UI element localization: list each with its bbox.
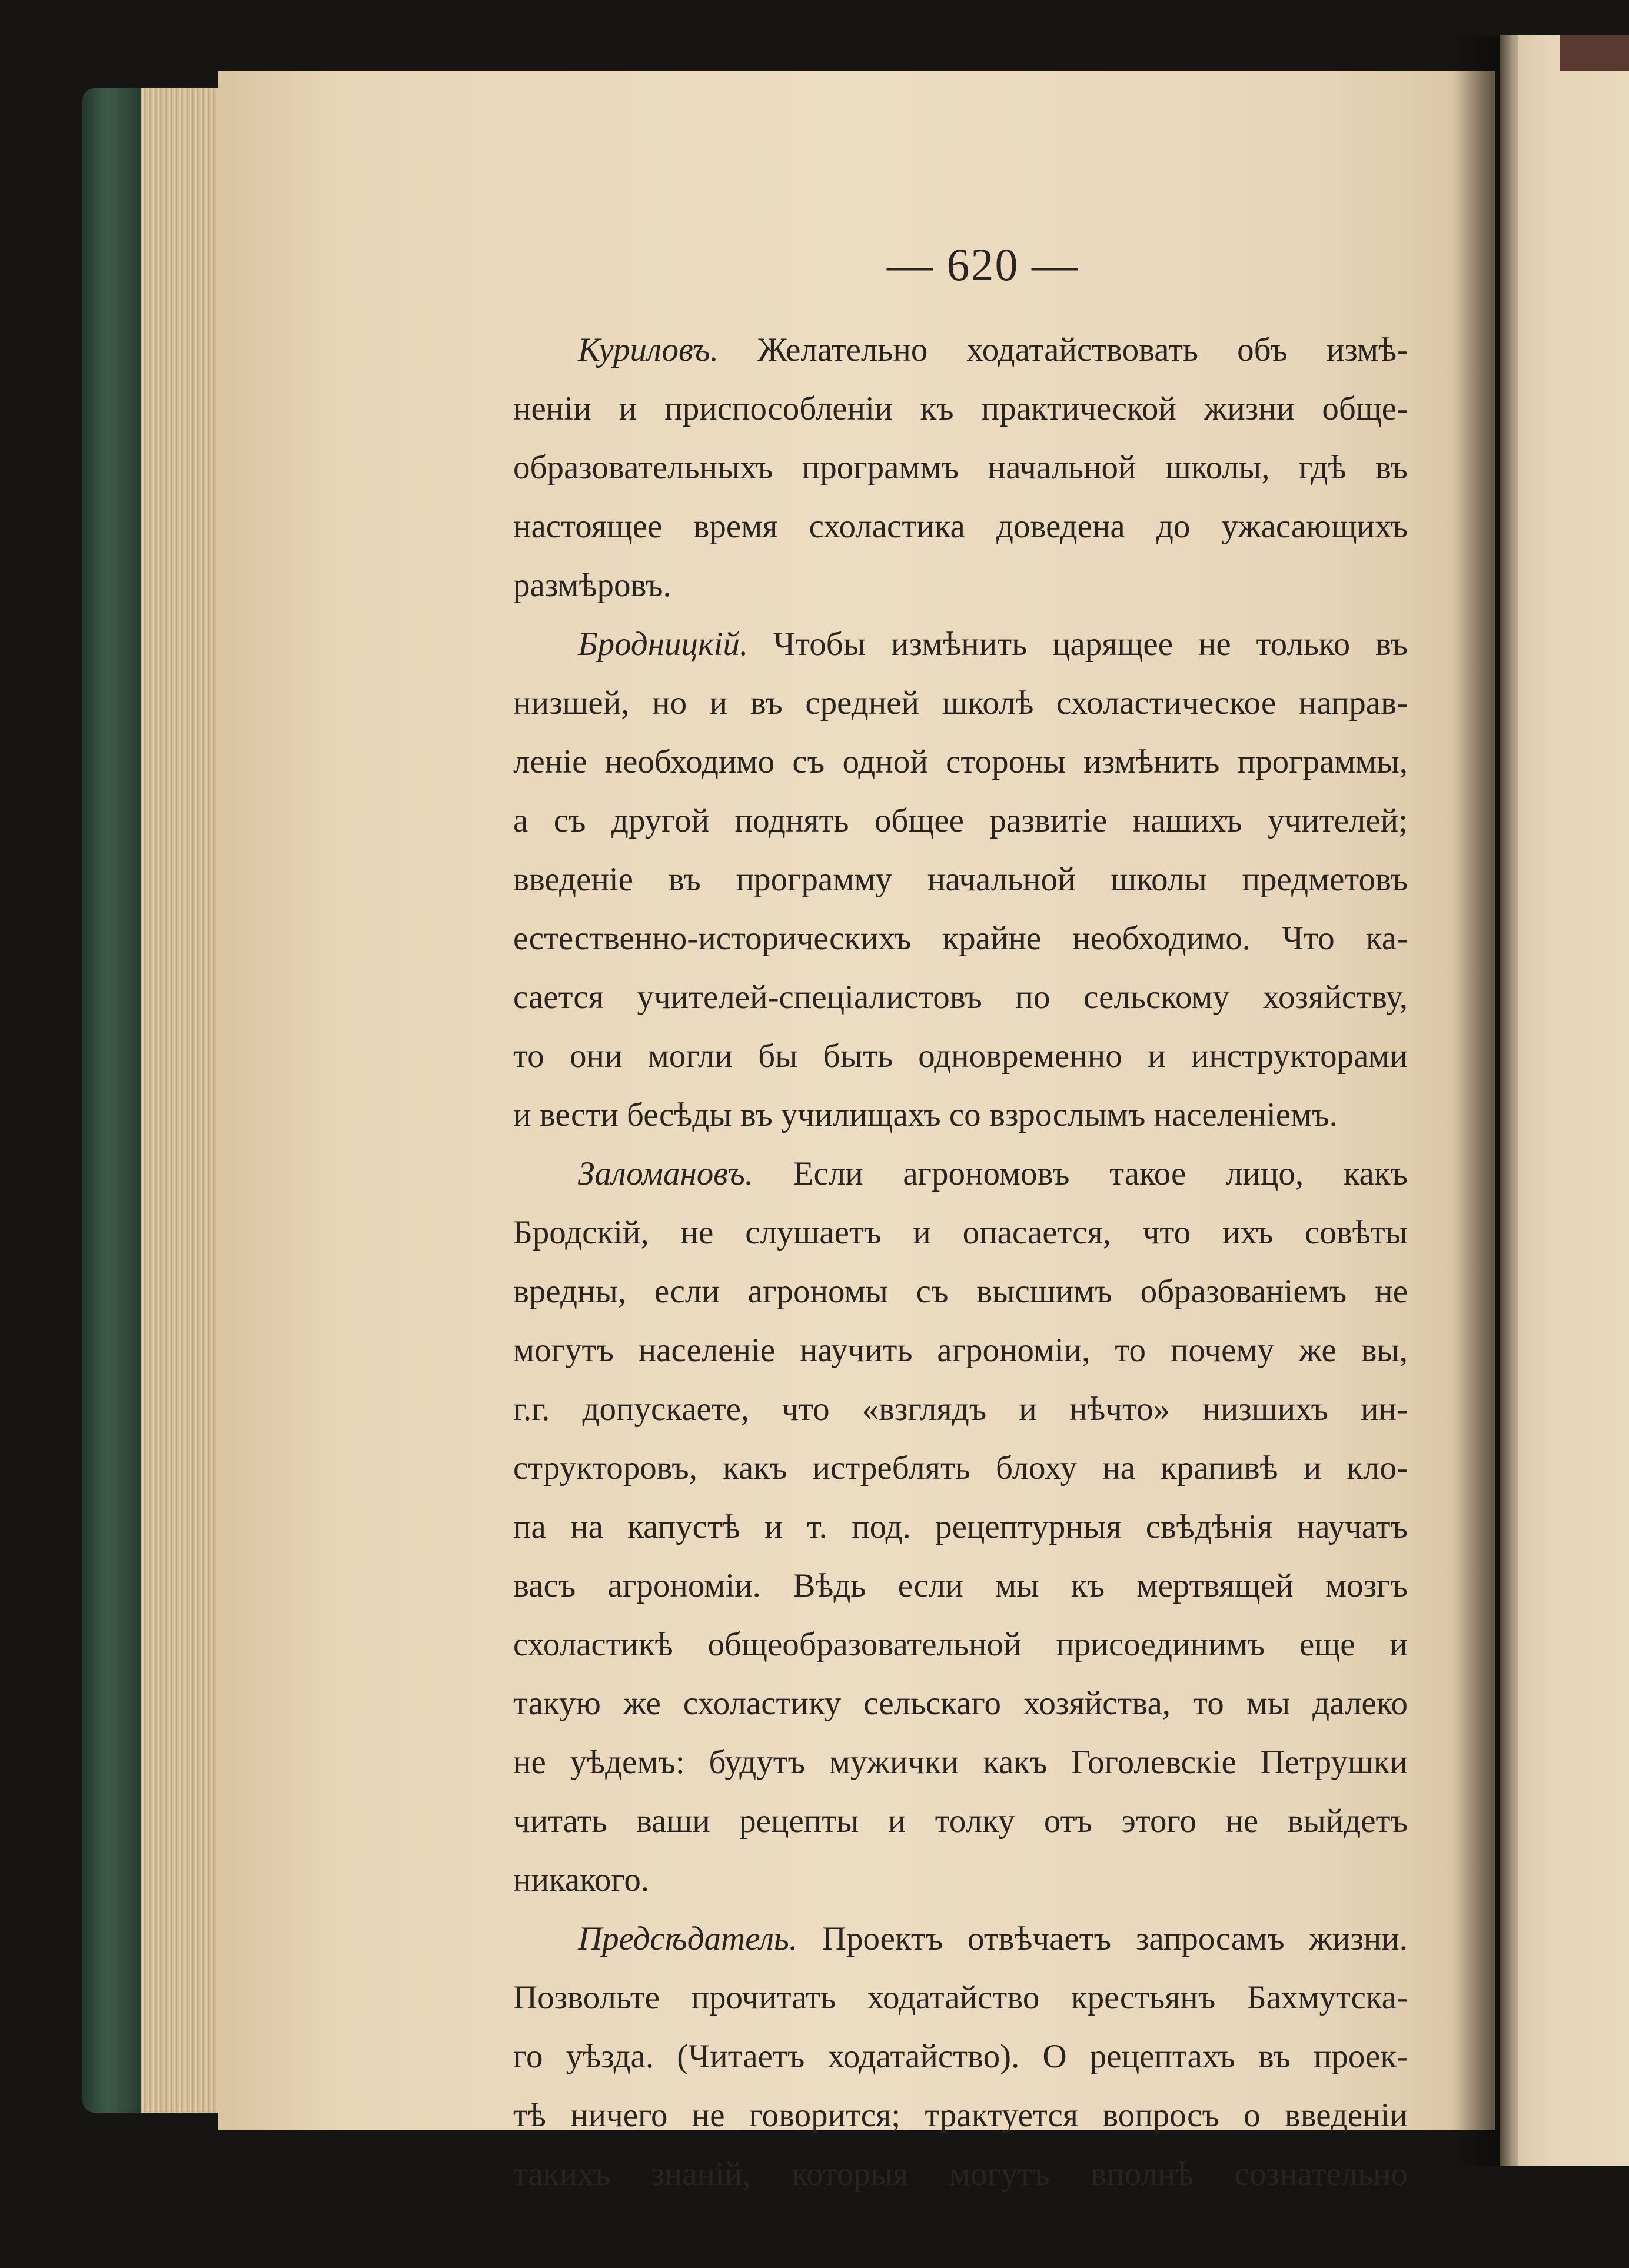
text-line: никакого.: [513, 1861, 650, 1898]
text-line: Бродскій, не слушаетъ и опасается, что ихъ совѣты: [513, 1214, 1408, 1251]
text-line: тѣ ничего не говорится; трактуется вопросъ о введеніи: [513, 2097, 1408, 2134]
text-line: читать ваши рецепты и толку отъ этого не выйдетъ: [513, 1803, 1408, 1840]
text-line: такую же схоластику сельскаго хозяйства, то мы далеко: [513, 1685, 1408, 1722]
text-line: вредны, если агрономы съ высшимъ образованіемъ не: [513, 1273, 1408, 1310]
page-number: — 620 —: [887, 239, 1079, 290]
text-line: и вести бесѣды въ училищахъ со взрослымъ населеніемъ.: [513, 1096, 1338, 1133]
speaker-name: Бродницкій.: [578, 626, 749, 663]
text-line: образовательныхъ программъ начальной школы, гдѣ въ: [513, 449, 1408, 486]
text-line: леніе необходимо съ одной стороны измѣнить программы,: [513, 743, 1408, 780]
text-line: низшей, но и въ средней школѣ схоластическое направ-: [513, 684, 1408, 721]
text-line: схоластикѣ общеобразовательной присоединимъ еще и: [513, 1626, 1408, 1663]
text-line: такихъ знаній, которыя могутъ вполнѣ сознательно: [513, 2156, 1408, 2193]
text-line: могутъ населеніе научить агрономіи, то почему же вы,: [513, 1332, 1408, 1369]
text-line: сается учителей-спеціалистовъ по сельскому хозяйству,: [513, 979, 1408, 1016]
text-line: размѣровъ.: [513, 567, 671, 604]
text-line: Заломановъ. Если агрономовъ такое лицо, какъ: [578, 1155, 1408, 1192]
text-line: структоровъ, какъ истреблять блоху на крапивѣ и кло-: [513, 1449, 1408, 1486]
right-page-cover-edge: [1560, 35, 1629, 71]
text-line: го уѣзда. (Читаетъ ходатайство). О рецептахъ въ проек-: [513, 2038, 1408, 2075]
speaker-name: Куриловъ.: [578, 331, 719, 368]
speaker-name: Предсѣдатель.: [578, 1920, 798, 1957]
text-line: не уѣдемъ: будутъ мужички какъ Гоголевскіе Петрушки: [513, 1744, 1408, 1781]
text-line: а съ другой поднять общее развитіе нашихъ учителей;: [513, 802, 1408, 839]
text-line: естественно-историческихъ крайне необходимо. Что ка-: [513, 920, 1408, 957]
text-line: г.г. допускаете, что «взглядъ и нѣчто» низшихъ ин-: [513, 1391, 1408, 1428]
text-line: па на капустѣ и т. под. рецептурныя свѣдѣнія научатъ: [513, 1508, 1408, 1545]
text-line: введеніе въ программу начальной школы предметовъ: [513, 861, 1408, 898]
right-page: [1500, 35, 1629, 2166]
speaker-name: Заломановъ.: [578, 1155, 754, 1192]
text-line: Позвольте прочитать ходатайство крестьянъ Бахмутска-: [513, 1979, 1408, 2016]
gutter-shadow: [1454, 35, 1518, 2166]
text-line: неніи и приспособленіи къ практической жизни обще-: [513, 390, 1408, 427]
text-line: Предсѣдатель. Проектъ отвѣчаетъ запросамъ жизни.: [578, 1920, 1408, 1957]
text-line: настоящее время схоластика доведена до ужасающихъ: [513, 508, 1408, 545]
text-line: васъ агрономіи. Вѣдь если мы къ мертвящей мозгъ: [513, 1567, 1408, 1604]
text-line: то они могли бы быть одновременно и инструкторами: [513, 1037, 1408, 1075]
text-line: Куриловъ. Желательно ходатайствовать объ измѣ-: [578, 331, 1408, 368]
page-body: [513, 321, 1408, 2204]
page-edges: [141, 88, 230, 2113]
text-line: Бродницкій. Чтобы измѣнить царящее не только въ: [578, 626, 1408, 663]
